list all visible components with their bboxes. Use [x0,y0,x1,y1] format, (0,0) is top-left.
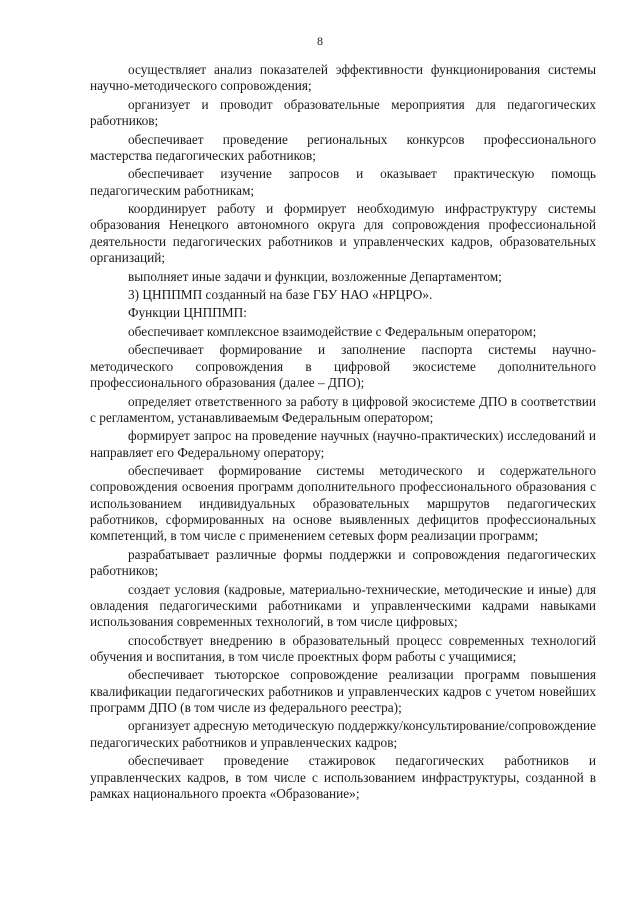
paragraph: обеспечивает проведение региональных конкурсов профессионального мастерства педагогических работников; [90,131,596,163]
paragraph: осуществляет анализ показателей эффективности функционирования системы научно-методического сопровождения; [90,62,596,94]
paragraph: обеспечивает изучение запросов и оказывает практическую помощь педагогическим работникам; [90,166,596,198]
paragraph: организует адресную методическую поддержку/консультирование/сопровождение педагогических работников и управленческих кадров; [90,718,596,750]
paragraph: организует и проводит образовательные мероприятия для педагогических работников; [90,96,596,129]
paragraph: обеспечивает формирование системы методического и содержательного сопровождения освоения программ дополнительного профессионального образования с использованием индивидуальных образовательных маршрутов педагогических работников, сформированных на основе выявленных дефицитов профессиональных компетенций, в том числе с применением сетевых форм реализации программ; [90,463,596,544]
paragraph: координирует работу и формирует необходимую инфраструктуру системы образования Ненецкого автономного округа для сопровождения профессиональной деятельности педагогических работников и управленческих кадров, образовательных организаций; [90,201,596,266]
paragraph: обеспечивает формирование и заполнение паспорта системы научно-методического сопровождения в цифровой экосистеме дополнительного профессионального образования (далее – ДПО); [90,342,596,391]
paragraph: обеспечивает комплексное взаимодействие с Федеральным оператором; [128,323,537,339]
paragraph: формирует запрос на проведение научных (научно-практических) исследований и направляет его Федеральному оператору; [90,428,596,460]
paragraph: выполняет иные задачи и функции, возложенные Департаментом; [128,268,502,284]
document-body [90,62,596,804]
paragraph: создает условия (кадровые, материально-технические, методические и иные) для овладения педагогическими работниками и управленческими кадрами навыками использования современных технологий, в том числе цифровых; [90,581,596,630]
paragraph: способствует внедрению в образовательный процесс современных технологий обучения и воспитания, в том числе проектных форм работы с учащимися; [90,632,596,664]
page-number: 8 [317,34,323,48]
paragraph: обеспечивает тьюторское сопровождение реализации программ повышения квалификации педагогических работников и управленческих кадров с учетом новейших программ ДПО (в том числе из федерального реестра); [90,667,596,715]
paragraph: разрабатывает различные формы поддержки и сопровождения педагогических работников; [90,546,596,579]
section-heading: 3) ЦНППМП созданный на базе ГБУ НАО «НРЦРО». [128,286,433,302]
functions-heading: Функции ЦНППМП: [128,305,247,321]
paragraph: обеспечивает проведение стажировок педагогических работников и управленческих кадров, в том числе с использованием инфраструктуры, созданной в рамках национального проекта «Образование»; [90,753,596,801]
paragraph: определяет ответственного за работу в цифровой экосистеме ДПО в соответствии с регламентом, устанавливаемым Федеральным оператором; [90,393,596,425]
